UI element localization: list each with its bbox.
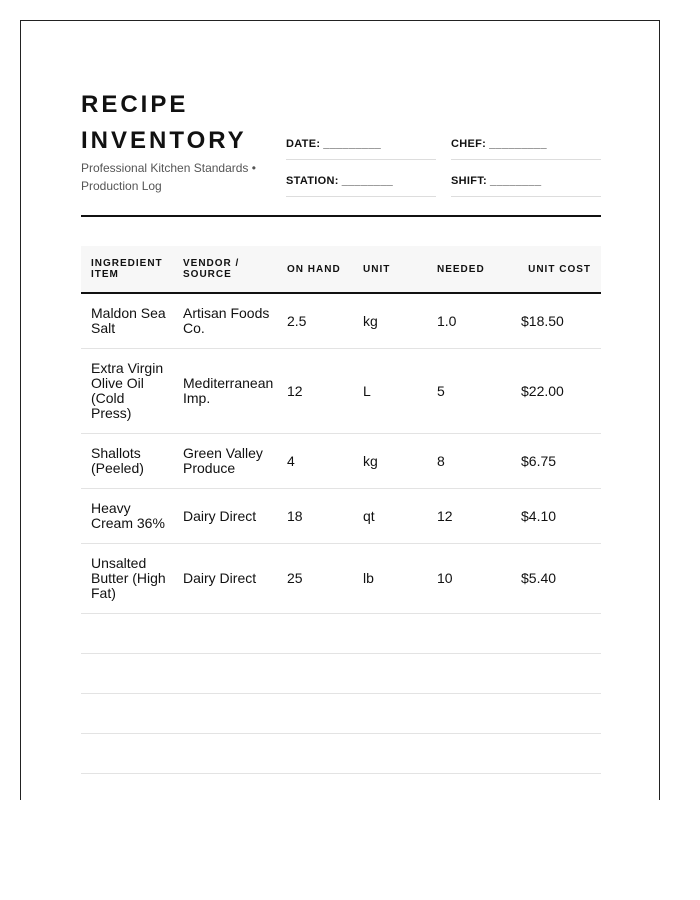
needed-cell[interactable]: 8 [427, 434, 501, 489]
empty-cell[interactable] [173, 734, 277, 774]
on-hand-cell[interactable]: 2.5 [277, 293, 353, 349]
unit-cost-cell[interactable]: $6.75 [501, 434, 601, 489]
unit-cell[interactable]: lb [353, 544, 427, 614]
empty-cell[interactable] [173, 694, 277, 734]
date-blank: _________ [323, 138, 382, 150]
column-header-unit-cost: UNIT COST [501, 246, 601, 293]
unit-cost-cell[interactable]: $4.10 [501, 489, 601, 544]
unit-cell[interactable]: L [353, 349, 427, 434]
table-row [81, 349, 601, 434]
on-hand-cell[interactable]: 18 [277, 489, 353, 544]
date-field[interactable] [286, 137, 436, 160]
empty-cell[interactable] [81, 734, 173, 774]
empty-cell[interactable] [501, 734, 601, 774]
inventory-table [81, 246, 601, 774]
vendor-cell[interactable]: Artisan Foods Co. [173, 293, 277, 349]
unit-cost-cell[interactable]: $22.00 [501, 349, 601, 434]
empty-cell[interactable] [353, 694, 427, 734]
empty-cell[interactable] [427, 654, 501, 694]
column-header-on-hand: ON HAND [277, 246, 353, 293]
unit-cost-cell[interactable]: $18.50 [501, 293, 601, 349]
empty-cell[interactable] [427, 734, 501, 774]
column-header-unit: UNIT [353, 246, 427, 293]
vendor-cell[interactable]: Green Valley Produce [173, 434, 277, 489]
empty-cell[interactable] [81, 654, 173, 694]
needed-cell[interactable]: 10 [427, 544, 501, 614]
date-label: DATE: [286, 138, 321, 150]
vendor-cell[interactable]: Dairy Direct [173, 544, 277, 614]
empty-cell[interactable] [353, 734, 427, 774]
empty-cell[interactable] [501, 614, 601, 654]
unit-cell[interactable]: qt [353, 489, 427, 544]
empty-cell[interactable] [81, 694, 173, 734]
empty-cell[interactable] [427, 694, 501, 734]
unit-cost-cell[interactable]: $5.40 [501, 544, 601, 614]
on-hand-cell[interactable]: 4 [277, 434, 353, 489]
empty-cell[interactable] [277, 614, 353, 654]
on-hand-cell[interactable]: 25 [277, 544, 353, 614]
empty-cell[interactable] [173, 614, 277, 654]
empty-cell[interactable] [277, 734, 353, 774]
ingredient-cell[interactable]: Shallots (Peeled) [81, 434, 173, 489]
needed-cell[interactable]: 12 [427, 489, 501, 544]
shift-label: SHIFT: [451, 175, 488, 187]
sheet-header [81, 81, 601, 217]
needed-cell[interactable]: 1.0 [427, 293, 501, 349]
empty-table-row [81, 694, 601, 734]
station-field[interactable] [286, 174, 436, 197]
ingredient-cell[interactable]: Heavy Cream 36% [81, 489, 173, 544]
station-blank: ________ [341, 175, 394, 187]
empty-cell[interactable] [427, 614, 501, 654]
empty-cell[interactable] [277, 654, 353, 694]
chef-field[interactable] [451, 137, 601, 160]
needed-cell[interactable]: 5 [427, 349, 501, 434]
ingredient-cell[interactable]: Maldon Sea Salt [81, 293, 173, 349]
table-row [81, 489, 601, 544]
on-hand-cell[interactable]: 12 [277, 349, 353, 434]
shift-blank: ________ [490, 175, 542, 187]
station-label: STATION: [286, 175, 339, 187]
inventory-sheet [20, 20, 660, 800]
empty-cell[interactable] [353, 654, 427, 694]
empty-table-row [81, 614, 601, 654]
shift-field[interactable] [451, 174, 601, 197]
ingredient-cell[interactable]: Extra Virgin Olive Oil (Cold Press) [81, 349, 173, 434]
ingredient-cell[interactable]: Unsalted Butter (High Fat) [81, 544, 173, 614]
vendor-cell[interactable]: Dairy Direct [173, 489, 277, 544]
chef-blank: _________ [489, 138, 547, 150]
chef-label: CHEF: [451, 138, 487, 150]
page-subtitle: Professional Kitchen Standards • Production Log [81, 161, 256, 193]
empty-cell[interactable] [501, 694, 601, 734]
unit-cell[interactable]: kg [353, 434, 427, 489]
column-header-ingredient: INGREDIENT ITEM [81, 246, 173, 293]
table-header-row [81, 246, 601, 293]
empty-cell[interactable] [353, 614, 427, 654]
empty-cell[interactable] [277, 694, 353, 734]
empty-cell[interactable] [173, 654, 277, 694]
empty-cell[interactable] [501, 654, 601, 694]
empty-cell[interactable] [81, 614, 173, 654]
page-title: RECIPE INVENTORY [81, 91, 247, 154]
empty-table-row [81, 654, 601, 694]
column-header-needed: NEEDED [427, 246, 501, 293]
table-row [81, 544, 601, 614]
empty-table-row [81, 734, 601, 774]
vendor-cell[interactable]: Mediterranean Imp. [173, 349, 277, 434]
column-header-vendor: VENDOR / SOURCE [173, 246, 277, 293]
table-row [81, 434, 601, 489]
unit-cell[interactable]: kg [353, 293, 427, 349]
table-row [81, 293, 601, 349]
